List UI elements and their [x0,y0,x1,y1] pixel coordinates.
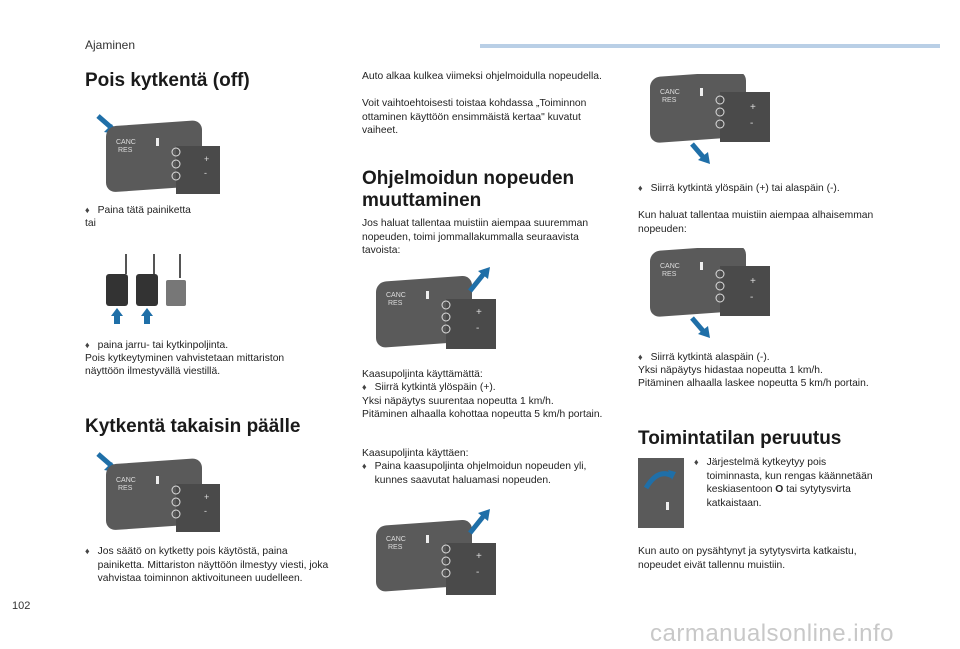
text-increase-intro: Jos haluat tallentaa muistiin aiempaa suuremman nopeuden, toimi jommallakummalla seuraavista tavoista: [362,218,589,256]
text-decrease-intro: Kun haluat tallentaa muistiin aiempaa alhaisemman nopeuden: [638,210,874,235]
stalk-res-text: RES [118,147,133,154]
heading-reactivate: Kytkentä takaisin päälle [85,416,301,437]
stalk-res-text: RES [118,485,133,492]
svg-text:+: + [750,276,756,287]
bullet-reactivate: ♦ Jos säätö on kytketty pois käytöstä, paina painiketta. Mittariston näyttöön ilmestyy viesti, joka vahvistaa toiminnon aktivoituneen uudelleen. [85,546,329,584]
stalk-canc-text: CANC [386,292,406,299]
label-no-accelerator: Kaasupoljinta käyttämättä: [362,369,483,380]
text-hold-decrease: Pitäminen alhaalla laskee nopeutta 5 km/h portain. [638,378,869,389]
text-off-confirm-line1: Pois kytkeytyminen vahvistetaan mittariston [85,353,285,364]
stalk-res-text: RES [662,97,677,104]
bullet-marker-icon: ♦ [362,382,367,392]
svg-text:+: + [750,102,756,113]
text-resume-speed: Auto alkaa kulkea viimeksi ohjelmoidulla nopeudella. [362,71,602,82]
stalk-image-up-2 [362,505,498,597]
stalk-image-2 [86,450,222,536]
stalk-image-updown [640,74,776,166]
stalk-canc-text: CANC [386,536,406,543]
stalk-res-text: RES [388,544,403,551]
svg-text:-: - [204,168,207,178]
bullet-marker-icon: ♦ [85,340,90,350]
watermark: carmanualsonline.info [650,620,894,647]
header-bar [480,44,940,48]
pedals-image [96,252,196,326]
stalk-res-text: RES [388,300,403,307]
bullet-accelerate: ♦ Paina kaasupoljinta ohjelmoidun nopeuden yli, kunnes saavutat haluamasi nopeuden. [362,461,587,486]
text-off-confirm-line2: näyttöön ilmestyvällä viestillä. [85,366,221,377]
bullet-cancel [694,456,884,510]
svg-text:-: - [476,567,480,578]
label-with-accelerator: Kaasupoljinta käyttäen: [362,448,469,459]
svg-text:-: - [750,292,754,303]
bullet-press-button: ♦ Paina tätä painiketta [85,205,191,216]
stalk-res-text: RES [662,271,677,278]
stalk-image-up [362,265,498,351]
stalk-image-1 [86,112,222,198]
bullet-move-up: ♦ Siirrä kytkintä ylöspäin (+). [362,382,496,393]
heading-off: Pois kytkentä (off) [85,70,250,91]
bullet-marker-icon: ♦ [362,461,367,471]
text-cancel-part2: tai sytytysvirta katkaistaan. [706,484,851,509]
bullet-marker-icon: ♦ [638,183,643,193]
svg-text:+: + [476,307,482,318]
bullet-move-updown: ♦ Siirrä kytkintä ylöspäin (+) tai alaspäin (-). [638,183,840,194]
heading-cancel-mode: Toimintatilan peruutus [638,428,842,449]
text-no-memory: Kun auto on pysähtynyt ja sytytysvirta katkaistu, nopeudet eivät tallennu muistiin. [638,546,857,571]
bullet-marker-icon: ♦ [85,205,90,215]
bullet-marker-icon: ♦ [638,352,643,362]
svg-text:+: + [204,154,210,164]
stalk-canc-text: CANC [116,139,136,146]
text-cancel-position-o: O [775,484,784,495]
stalk-canc-text: CANC [660,263,680,270]
svg-text:-: - [476,323,480,334]
text-or: tai [85,218,96,229]
text-alternatively: Voit vaihtoehtoisesti toistaa kohdassa „Toiminnon ottaminen käyttöön ensimmäistä kertaa" kuvatut vaiheet. [362,98,587,136]
stalk-image-down [640,248,776,340]
section-label: Ajaminen [85,38,136,52]
heading-modify-speed: Ohjelmoidun nopeuden muuttaminen [362,168,575,211]
stalk-canc-text: CANC [116,477,136,484]
bullet-marker-icon: ♦ [85,546,90,556]
stalk-canc-text: CANC [660,89,680,96]
page-number: 102 [12,600,31,612]
stalk-image-rotate [638,458,684,528]
text-cancel-part1: Järjestelmä kytkeytyy pois toiminnasta, kun rengas käännetään keskiasentoon [706,457,873,495]
text-hold-increase: Pitäminen alhaalla kohottaa nopeutta 5 km/h portain. [362,409,603,420]
bullet-move-down: ♦ Siirrä kytkintä alaspäin (-). [638,352,770,363]
svg-text:+: + [476,551,482,562]
svg-text:-: - [750,118,754,129]
svg-text:-: - [204,506,207,516]
bullet-press-pedal: ♦ paina jarru- tai kytkinpoljinta. [85,340,229,351]
text-tap-increase: Yksi näpäytys suurentaa nopeutta 1 km/h. [362,396,554,407]
bullet-marker-icon: ♦ [694,457,699,467]
text-tap-decrease: Yksi näpäytys hidastaa nopeutta 1 km/h. [638,365,823,376]
svg-text:+: + [204,492,210,502]
